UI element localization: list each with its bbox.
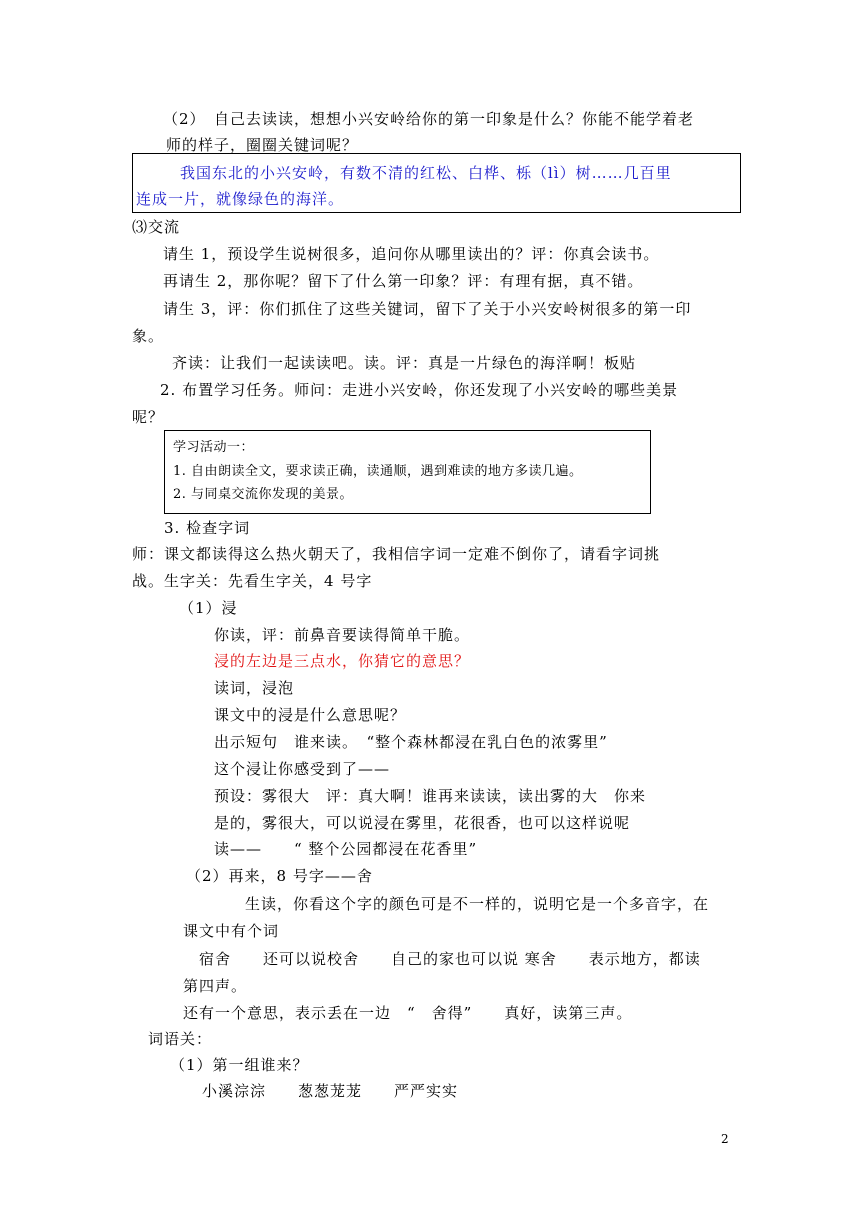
char-1-line-5: 出示短句 谁来读。 “整个森林都浸在乳白色的浓雾里” <box>214 733 608 751</box>
teacher-line-1: 师：课文都读得这么热火朝天了，我相信字词一定难不倒你了，请看字词挑 <box>132 545 661 563</box>
exchange-line-4: 象。 <box>132 327 165 345</box>
char-1-line-3: 读词，浸泡 <box>214 679 295 697</box>
char-1-line-1: 你读，评：前鼻音要读得简单干脆。 <box>214 626 471 644</box>
quote-line-2: 连成一片，就像绿色的海洋。 <box>136 190 345 208</box>
char-1-line-2: 浸的左边是三点水，你猜它的意思？ <box>214 652 471 670</box>
char-1-line-8: 是的，雾很大，可以说浸在雾里，花很香，也可以这样说呢 <box>214 814 631 832</box>
activity-item-1: 1. 自由朗读全文，要求读正确，读通顺，遇到难读的地方多读几遍。 <box>173 464 583 479</box>
teacher-line-2: 战。生字关：先看生字关，4 号字 <box>132 572 373 590</box>
char-1-title: （1）浸 <box>179 599 238 617</box>
char-2-line-5: 还有一个意思，表示丢在一边 “ 舍得” 真好，读第三声。 <box>183 1004 633 1022</box>
page-number: 2 <box>721 1132 729 1146</box>
quote-line-1: 我国东北的小兴安岭，有数不清的红松、白桦、栎（lì）树……几百里 <box>180 164 672 182</box>
words-group-1-list: 小溪淙淙 葱葱茏茏 严严实实 <box>202 1082 459 1100</box>
exchange-line-1: 请生 1，预设学生说树很多，追问你从哪里读出的？评：你真会读书。 <box>163 245 660 263</box>
char-1-line-6: 这个浸让你感受到了—— <box>214 760 391 778</box>
exchange-line-3: 请生 3，评：你们抓住了这些关键词，留下了关于小兴安岭树很多的第一印 <box>163 300 692 318</box>
check-words-title: 3. 检查字词 <box>164 519 251 537</box>
section-3-title: ⑶交流 <box>132 218 181 236</box>
activity-title: 学习活动一： <box>173 440 255 455</box>
activity-item-2: 2. 与同桌交流你发现的美景。 <box>173 487 354 502</box>
task-line-2: 呢？ <box>132 408 165 426</box>
exchange-line-5: 齐读：让我们一起读读吧。读。评：真是一片绿色的海洋啊！板贴 <box>172 354 637 372</box>
char-2-line-3: 宿舍 还可以说校舍 自己的家也可以说 寒舍 表示地方，都读 <box>199 950 701 968</box>
char-1-line-9: 读—— “ 整个公园都浸在花香里” <box>214 840 478 858</box>
char-1-line-7: 预设：雾很大 评：真大啊！谁再来读读，读出雾的大 你来 <box>214 787 647 805</box>
char-2-line-2: 课文中有个词 <box>183 922 280 940</box>
para-2-line-1: （2） 自己去读读，想想小兴安岭给你的第一印象是什么？你能不能学着老 <box>163 110 695 128</box>
words-title: 词语关： <box>148 1030 213 1048</box>
para-2-line-2: 师的样子，圈圈关键词呢？ <box>166 136 359 154</box>
char-2-title: （2）再来，8 号字——舍 <box>186 867 373 885</box>
words-group-1: （1）第一组谁来？ <box>170 1056 309 1074</box>
exchange-line-2: 再请生 2，那你呢？留下了什么第一印象？评：有理有据，真不错。 <box>163 272 644 290</box>
task-line-1: 2. 布置学习任务。师问：走进小兴安岭，你还发现了小兴安岭的哪些美景 <box>160 381 679 399</box>
char-1-line-4: 课文中的浸是什么意思呢？ <box>214 706 407 724</box>
char-2-line-4: 第四声。 <box>183 977 248 995</box>
char-2-line-1: 生读，你看这个字的颜色可是不一样的，说明它是一个多音字，在 <box>245 895 710 913</box>
